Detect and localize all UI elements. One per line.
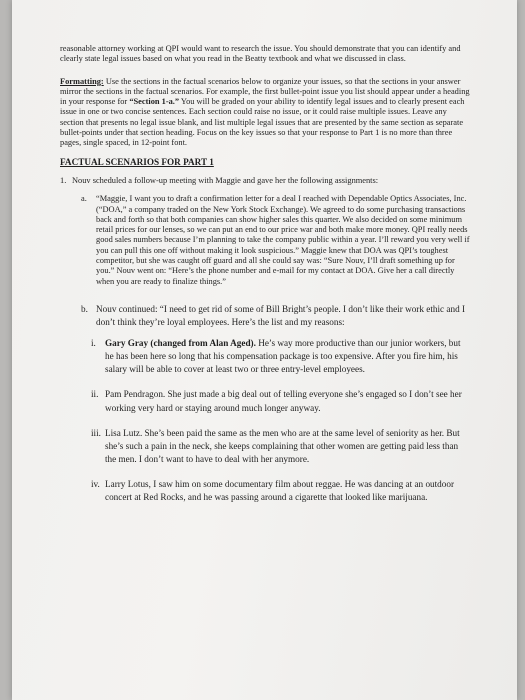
sub-item-bold: Gary Gray (changed from Alan Aged). [105, 338, 256, 349]
intro-paragraph: reasonable attorney working at QPI would want to research the issue. You should demonstrate that you can identify and clearly state legal issues based on what you read in the Beatty textbook and what we discussed in class. [60, 44, 461, 64]
assignment-a-text: “Maggie, I want you to draft a confirmation letter for a deal I reached with Dependable Optics Associates, Inc. (“DOA,” a company traded on the New York Stock Exchange). We agreed to do some purchasing transactions back and forth so that both companies can show higher sales this quarter. We also decided on some minimum retail prices for our lenses, so we can put an end to our price war and both make more money. QPI really needs good sales numbers because I’m planning to take the company public within a year. I’ll reward you very well if you can pull this one off without making it look suspicious.” Maggie knew that DOA was QPI’s toughest competitor, but she was caught off guard and all she could say was: “Sure Nouv, I’ll draft something up for you.” Nouv went on: “Here’s the phone number and e-mail for my contact at DOA. Give her a call directly when you are ready to finalize things.” [96, 194, 470, 286]
sub-item-label: iv. [91, 478, 100, 489]
formatting-label: Formatting: [60, 76, 104, 86]
formatting-rest: You will be graded on your ability to identify legal issues and to clearly present each issue in one or two concise sentences. Each section could raise no issue, or it could raise multiple issues. Leave any section that presents no legal issue blank, and list multiple legal issues that are presented by the same section as separate bullet-points under that section heading. Focus on the key issues so that your response to Part 1 is no more than three pages, single spaced, in 12-point font. [60, 97, 465, 148]
document-content [60, 44, 470, 516]
assignment-b [60, 303, 470, 329]
document-page [12, 0, 517, 700]
question-1 [60, 176, 470, 186]
question-1-text: Nouv scheduled a follow-up meeting with Maggie and gave her the following assignments: [72, 175, 379, 185]
assignment-a [60, 194, 470, 287]
formatting-paragraph [60, 77, 470, 149]
section-heading: FACTUAL SCENARIOS FOR PART 1 [60, 156, 214, 167]
assignment-b-label: b. [81, 303, 88, 314]
sub-item-text [105, 478, 470, 504]
assignment-a-label: a. [81, 194, 87, 204]
sub-item-ii [60, 388, 470, 414]
sub-item-label: i. [91, 338, 96, 349]
sub-item-label: ii. [91, 389, 99, 400]
formatting-body: Use the sections in the factual scenarios below to organize your issues, so that the sections in your answer mirror the sections in the factual scenarios. For example, the first bullet-point issue you list should appear under a heading in your response for [60, 76, 470, 107]
sub-item-label: iii. [91, 427, 101, 438]
formatting-section-ref: “Section 1-a.” [129, 97, 180, 107]
sub-item-i [60, 337, 470, 376]
sub-item-body: Larry Lotus, I saw him on some documentary film about reggae. He was dancing at an outdoor concert at Red Rocks, and he was passing around a cigarette that looked like marijuana. [105, 478, 455, 502]
sub-item-text [105, 388, 470, 414]
sub-item-text [105, 337, 470, 376]
sub-item-body: Pam Pendragon. She just made a big deal out of telling everyone she’s engaged so I don’t see her working very hard or staying around much longer anyway. [105, 389, 462, 413]
sub-item-text [105, 427, 470, 466]
assignment-b-text: Nouv continued: “I need to get rid of some of Bill Bright’s people. I don’t like their work ethic and I don’t think they’re loyal employees. Here’s the list and my reasons: [96, 303, 466, 328]
sub-item-body: Lisa Lutz. She’s been paid the same as the men who are at the same level of seniority as her. But she’s such a pain in the neck, she keeps complaining that other women are getting paid less than the men. I don’t want to have to deal with her anymore. [105, 427, 460, 464]
sub-item-body: He’s way more productive than our junior workers, but he has been here so long that his compensation package is too expensive. After you fire him, his salary will be able to cover at least two or three entry-level employees. [105, 338, 461, 375]
sub-item-iii [60, 427, 470, 466]
question-1-number: 1. [60, 175, 67, 185]
sub-item-iv [60, 478, 470, 504]
